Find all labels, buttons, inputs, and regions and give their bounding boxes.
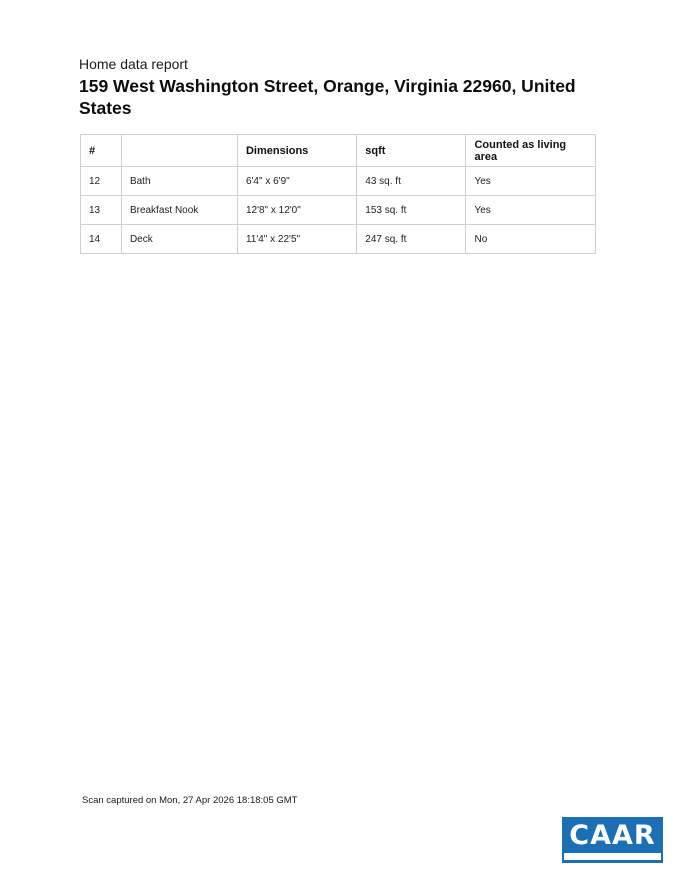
scan-timestamp: Scan captured on Mon, 27 Apr 2026 18:18:05 GMT <box>82 795 298 806</box>
room-name: Deck <box>121 225 237 254</box>
room-dimensions: 6'4" x 6'9" <box>237 167 356 196</box>
room-name: Bath <box>121 167 237 196</box>
room-dimensions: 11'4" x 22'5" <box>237 225 356 254</box>
column-header-number: # <box>81 135 122 167</box>
table-row <box>81 196 596 225</box>
room-sqft: 43 sq. ft <box>357 167 466 196</box>
caar-logo <box>562 817 663 863</box>
table-row <box>81 167 596 196</box>
room-sqft: 153 sq. ft <box>357 196 466 225</box>
room-living-area: Yes <box>466 196 596 225</box>
row-number: 14 <box>81 225 122 254</box>
room-sqft: 247 sq. ft <box>357 225 466 254</box>
column-header-dimensions: Dimensions <box>237 135 356 167</box>
row-number: 13 <box>81 196 122 225</box>
report-label: Home data report <box>79 56 188 72</box>
column-header-sqft: sqft <box>357 135 466 167</box>
room-dimensions: 12'8" x 12'0" <box>237 196 356 225</box>
table-header-row <box>81 135 596 167</box>
logo-text: CAAR <box>569 819 656 851</box>
room-living-area: No <box>466 225 596 254</box>
property-address: 159 West Washington Street, Orange, Virginia 22960, United States <box>79 76 576 118</box>
rooms-table <box>80 134 596 254</box>
column-header-room <box>121 135 237 167</box>
table-row <box>81 225 596 254</box>
row-number: 12 <box>81 167 122 196</box>
room-name: Breakfast Nook <box>121 196 237 225</box>
logo-subtitle-bar <box>564 853 661 860</box>
column-header-living-area: Counted as living area <box>466 135 596 167</box>
room-living-area: Yes <box>466 167 596 196</box>
